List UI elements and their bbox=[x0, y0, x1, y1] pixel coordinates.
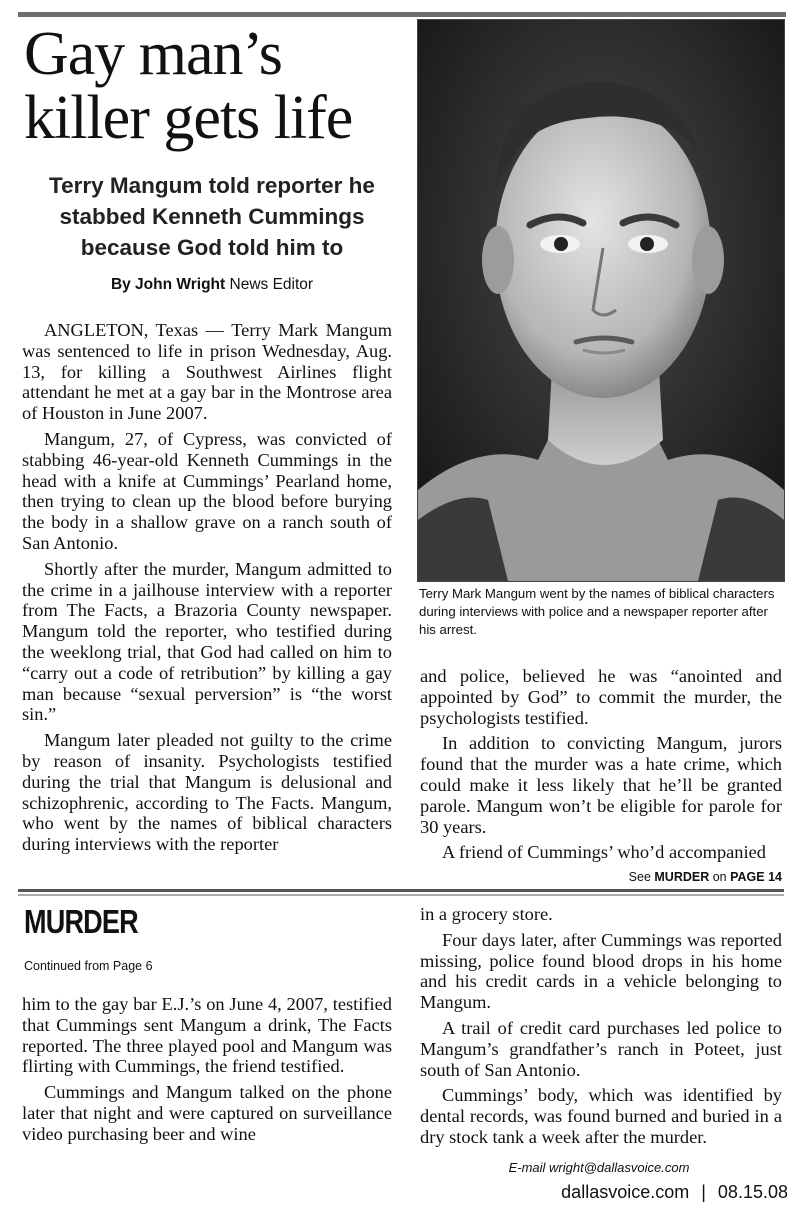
footer-site[interactable]: dallasvoice.com bbox=[561, 1182, 690, 1202]
jump-reference-keyword: MURDER bbox=[654, 870, 710, 884]
byline-name: By John Wright bbox=[110, 276, 226, 293]
byline bbox=[22, 275, 402, 295]
portrait-illustration bbox=[418, 20, 784, 581]
article-right-column bbox=[420, 666, 782, 863]
article-paragraph: A friend of Cummings’ who’d accompanied bbox=[442, 842, 766, 863]
byline-title: News Editor bbox=[229, 276, 314, 293]
article-paragraph: in a grocery store. bbox=[420, 904, 553, 924]
article-paragraph: Mangum later pleaded not guilty to the crime by reason of insanity. Psychologists testified during the trial that Mangum is delusional and schizophrenic, according to The Facts. Mangum, who went by the names of biblical characters during interviews with the reporter bbox=[22, 730, 392, 855]
top-rule bbox=[18, 12, 786, 17]
deck-subheadline: Terry Mangum told reporter he stabbed Kenneth Cummings because God told him to bbox=[49, 173, 375, 260]
footer-separator: | bbox=[701, 1182, 706, 1202]
section-divider bbox=[18, 889, 784, 892]
continued-note: Continued from Page 6 bbox=[24, 959, 153, 973]
jump-reference[interactable] bbox=[420, 869, 782, 885]
article-paragraph: ANGLETON, Texas — Terry Mark Mangum was sentenced to life in prison Wednesday, Aug. 13, for killing a Southwest Airlines flight attendant he met at a gay bar in the Montrose area of Houston in June 2007. bbox=[22, 320, 392, 424]
mugshot-photo bbox=[417, 19, 785, 582]
article-paragraph: Cummings and Mangum talked on the phone later that night and were captured on surveillance video purchasing beer and wine bbox=[22, 1082, 392, 1144]
article-paragraph: Four days later, after Cummings was reported missing, police found blood drops in his home and his credit cards in a vehicle belonging to Mangum. bbox=[420, 929, 782, 1013]
article-paragraph: In addition to convicting Mangum, jurors found that the murder was a hate crime, which could make it less likely that he’ll be granted parole. Mangum won’t be eligible for parole for 30 years. bbox=[420, 733, 782, 837]
article-paragraph: and police, believed he was “anointed and appointed by God” to commit the murder, the psychologists testified. bbox=[420, 666, 782, 728]
article-paragraph: A trail of credit card purchases led police to Mangum’s grandfather’s ranch in Poteet, just south of San Antonio. bbox=[420, 1017, 782, 1080]
jump-right-column bbox=[420, 904, 782, 1148]
article-left-column bbox=[22, 320, 392, 855]
jump-reference-middle: on bbox=[712, 870, 727, 884]
author-email[interactable]: E-mail wright@dallasvoice.com bbox=[508, 1160, 690, 1175]
photo-caption: Terry Mark Mangum went by the names of biblical characters during interviews with police and a newspaper reporter after his arrest. bbox=[419, 586, 775, 637]
jump-headline: MURDER bbox=[24, 903, 138, 940]
section-divider-light bbox=[18, 894, 784, 896]
article-paragraph: Shortly after the murder, Mangum admitted to the crime in a jailhouse interview with a reporter from The Facts, a Brazoria County newspaper. Mangum told the reporter, who testified during the weeklong trial, that God had called on him to “carry out a code of retribution” by killing a gay man because “sexual perversion” is “the worst sin.” bbox=[22, 558, 392, 725]
jump-left-column bbox=[22, 994, 392, 1145]
page-footer bbox=[418, 1180, 788, 1204]
footer-date: 08.15.08 bbox=[717, 1182, 788, 1202]
article-paragraph: him to the gay bar E.J.’s on June 4, 2007, testified that Cummings sent Mangum a drink, The Facts reported. The three played pool and Mangum was flirting with Cummings, the friend testified. bbox=[22, 994, 392, 1077]
article-paragraph: Cummings’ body, which was identified by dental records, was found burned and buried in a dry stock tank a week after the murder. bbox=[420, 1085, 782, 1147]
headline: Gay man’s killer gets life bbox=[24, 20, 353, 152]
jump-reference-prefix: See bbox=[628, 870, 651, 884]
article-paragraph: Mangum, 27, of Cypress, was convicted of stabbing 46-year-old Kenneth Cummings in the head with a knife at Cummings’ Pearland home, then trying to clean up the blood before burying the body in a shallow grave on a ranch south of San Antonio. bbox=[22, 428, 392, 553]
jump-reference-page: PAGE 14 bbox=[730, 870, 782, 884]
